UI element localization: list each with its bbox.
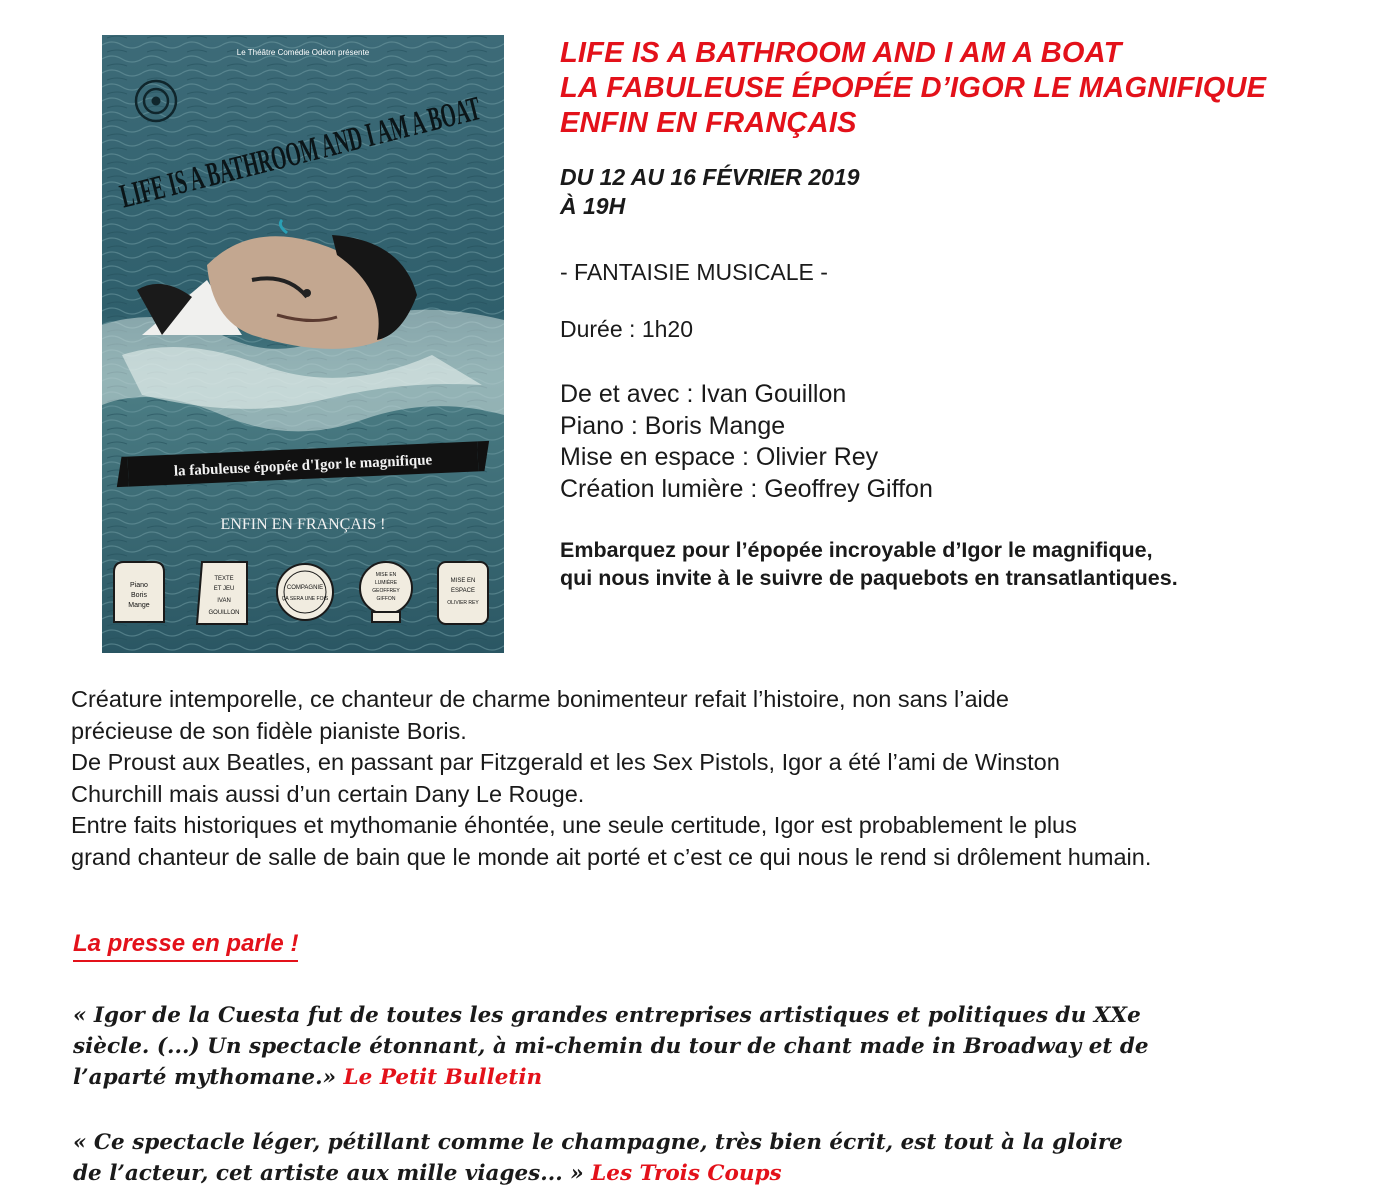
quote-text: l’aparté mythomane.» xyxy=(73,1065,337,1090)
description-line: grand chanteur de salle de bain que le monde ait porté et c’est ce qui nous le rend si drôlement humain. xyxy=(71,843,1152,870)
svg-text:Mange: Mange xyxy=(128,602,150,609)
event-dates xyxy=(560,163,1360,221)
quote-source: Le Petit Bulletin xyxy=(343,1065,543,1090)
quote-line: siècle. (...) Un spectacle étonnant, à mi-chemin du tour de chant made in Broadway et de xyxy=(73,1034,1149,1059)
description xyxy=(71,684,1371,873)
poster-image xyxy=(102,35,504,653)
svg-text:ÇA SERA UNE FOIS: ÇA SERA UNE FOIS xyxy=(281,596,329,602)
event-details xyxy=(560,36,1360,592)
press-section xyxy=(73,929,1373,1189)
description-line: Churchill mais aussi d’un certain Dany Le Rouge. xyxy=(71,780,585,807)
svg-text:LUMIÈRE: LUMIÈRE xyxy=(374,580,398,586)
credit-line: Création lumière : Geoffrey Giffon xyxy=(560,474,933,503)
poster-subtitle: ENFIN EN FRANÇAIS ! xyxy=(220,516,386,533)
svg-text:Boris: Boris xyxy=(131,592,147,599)
quote-source: Les Trois Coups xyxy=(591,1161,782,1186)
svg-text:IVAN: IVAN xyxy=(217,598,231,604)
press-quote xyxy=(73,1127,1373,1189)
quote-line: « Igor de la Cuesta fut de toutes les grandes entreprises artistiques et politiques du XXe xyxy=(73,1003,1141,1028)
press-heading-link[interactable]: La presse en parle ! xyxy=(73,929,298,962)
svg-text:MISE EN: MISE EN xyxy=(450,578,476,584)
description-line: De Proust aux Beatles, en passant par Fitzgerald et les Sex Pistols, Igor a été l’ami de Winston xyxy=(71,749,1060,775)
tagline-line: Embarquez pour l’épopée incroyable d’Igor le magnifique, xyxy=(560,538,1153,562)
quote-text: de l’acteur, cet artiste aux mille viages... » xyxy=(73,1161,584,1186)
svg-text:ESPACE: ESPACE xyxy=(451,588,475,594)
show-title: LIFE IS A BATHROOM AND I AM A BOAT xyxy=(560,37,1122,69)
duration-label: Durée : 1h20 xyxy=(560,316,693,342)
svg-text:ET JEU: ET JEU xyxy=(213,586,235,592)
poster-presenter: Le Théâtre Comédie Odéon présente xyxy=(236,48,370,57)
poster-banner: la fabuleuse épopée d'Igor le magnifique xyxy=(173,452,433,480)
svg-text:GEOFFREY: GEOFFREY xyxy=(372,588,400,594)
credit-line: Mise en espace : Olivier Rey xyxy=(560,443,879,471)
svg-text:OLIVIER REY: OLIVIER REY xyxy=(447,600,479,606)
show-time: À 19H xyxy=(560,193,626,219)
date-range: DU 12 AU 16 FÉVRIER 2019 xyxy=(560,164,860,190)
svg-text:Piano: Piano xyxy=(130,582,148,589)
quote-line xyxy=(73,1062,1373,1093)
show-title-line-2: LA FABULEUSE ÉPOPÉE D’IGOR LE MAGNIFIQUE xyxy=(560,72,1267,104)
show-title-line-3: ENFIN EN FRANÇAIS xyxy=(560,107,857,139)
credit-line: De et avec : Ivan Gouillon xyxy=(560,380,847,408)
svg-text:GOUILLON: GOUILLON xyxy=(208,610,240,616)
quote-line xyxy=(73,1158,1373,1189)
genre-label: - FANTAISIE MUSICALE - xyxy=(560,259,828,285)
svg-text:MISE EN: MISE EN xyxy=(375,572,397,578)
credits-list xyxy=(560,379,1360,505)
credit-line: Piano : Boris Mange xyxy=(560,411,786,440)
svg-text:GIFFON: GIFFON xyxy=(376,596,396,602)
tagline-line: qui nous invite à le suivre de paquebots en transatlantiques. xyxy=(560,566,1178,590)
tagline xyxy=(560,536,1360,592)
svg-text:TEXTE: TEXTE xyxy=(214,576,234,582)
svg-text:COMPAGNIE: COMPAGNIE xyxy=(286,585,324,591)
quote-line: « Ce spectacle léger, pétillant comme le champagne, très bien écrit, est tout à la gloire xyxy=(73,1130,1123,1155)
description-line: précieuse de son fidèle pianiste Boris. xyxy=(71,717,467,744)
description-line: Entre faits historiques et mythomanie éhontée, une seule certitude, Igor est probablement le plus xyxy=(71,812,1077,838)
press-quote xyxy=(73,1000,1373,1093)
description-line: Créature intemporelle, ce chanteur de charme bonimenteur refait l’histoire, non sans l’aide xyxy=(71,686,1009,712)
